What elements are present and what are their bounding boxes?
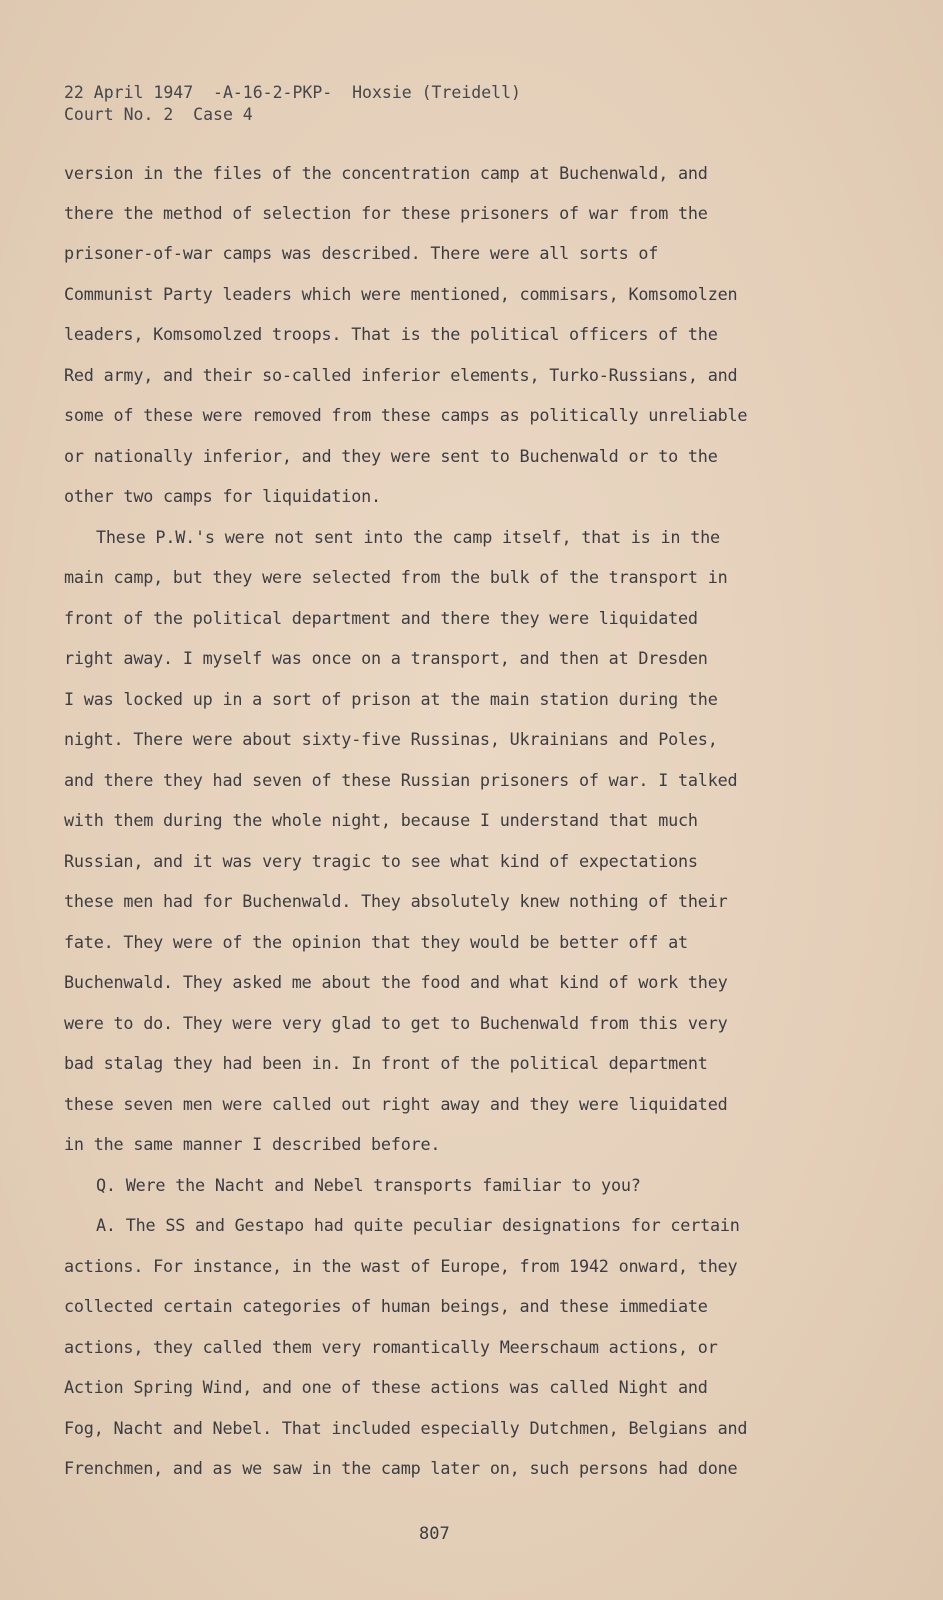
text-line: version in the files of the concentration camp at Buchenwald, and [64, 163, 708, 183]
text-line: night. There were about sixty-five Russinas, Ukrainians and Poles, [64, 729, 718, 749]
text-line: Frenchmen, and as we saw in the camp later on, such persons had done [64, 1458, 738, 1478]
text-line: these seven men were called out right away and they were liquidated [64, 1094, 728, 1114]
text-line: Buchenwald. They asked me about the food and what kind of work they [64, 972, 728, 992]
header-court-line: Court No. 2 Case 4 [64, 105, 253, 124]
text-line: right away. I myself was once on a transport, and then at Dresden [64, 648, 708, 668]
answer-line: A. The SS and Gestapo had quite peculiar designations for certain [96, 1215, 740, 1235]
text-line: Communist Party leaders which were mentioned, commisars, Komsomolzen [64, 284, 738, 304]
text-line: prisoner-of-war camps was described. There were all sorts of [64, 243, 659, 263]
text-line: Russian, and it was very tragic to see what kind of expectations [64, 851, 698, 871]
text-line: there the method of selection for these prisoners of war from the [64, 203, 708, 223]
text-line: actions. For instance, in the wast of Europe, from 1942 onward, they [64, 1256, 738, 1276]
text-line: in the same manner I described before. [64, 1134, 441, 1154]
text-line: fate. They were of the opinion that they would be better off at [64, 932, 688, 952]
text-line: leaders, Komsomolzed troops. That is the political officers of the [64, 324, 718, 344]
text-line: actions, they called them very romantically Meerschaum actions, or [64, 1337, 718, 1357]
text-line: I was locked up in a sort of prison at the main station during the [64, 689, 718, 709]
document-header [64, 82, 521, 126]
text-line: collected certain categories of human beings, and these immediate [64, 1296, 708, 1316]
header-date-line: 22 April 1947 -A-16-2-PKP- Hoxsie (Treidell) [64, 83, 521, 102]
text-line: bad stalag they had been in. In front of the political department [64, 1053, 708, 1073]
text-line: front of the political department and there they were liquidated [64, 608, 698, 628]
text-line: some of these were removed from these camps as politically unreliable [64, 405, 748, 425]
question-line: Q. Were the Nacht and Nebel transports familiar to you? [96, 1175, 641, 1195]
text-line: these men had for Buchenwald. They absolutely knew nothing of their [64, 891, 728, 911]
page-number: 807 [419, 1524, 450, 1544]
text-line: were to do. They were very glad to get to Buchenwald from this very [64, 1013, 728, 1033]
text-line: These P.W.'s were not sent into the camp itself, that is in the [96, 527, 720, 547]
text-line: main camp, but they were selected from the bulk of the transport in [64, 567, 728, 587]
text-line: Fog, Nacht and Nebel. That included especially Dutchmen, Belgians and [64, 1418, 748, 1438]
text-line: or nationally inferior, and they were sent to Buchenwald or to the [64, 446, 718, 466]
text-line: and there they had seven of these Russian prisoners of war. I talked [64, 770, 738, 790]
text-line: Red army, and their so-called inferior elements, Turko-Russians, and [64, 365, 738, 385]
text-line: with them during the whole night, because I understand that much [64, 810, 698, 830]
text-line: Action Spring Wind, and one of these actions was called Night and [64, 1377, 708, 1397]
text-line: other two camps for liquidation. [64, 486, 381, 506]
